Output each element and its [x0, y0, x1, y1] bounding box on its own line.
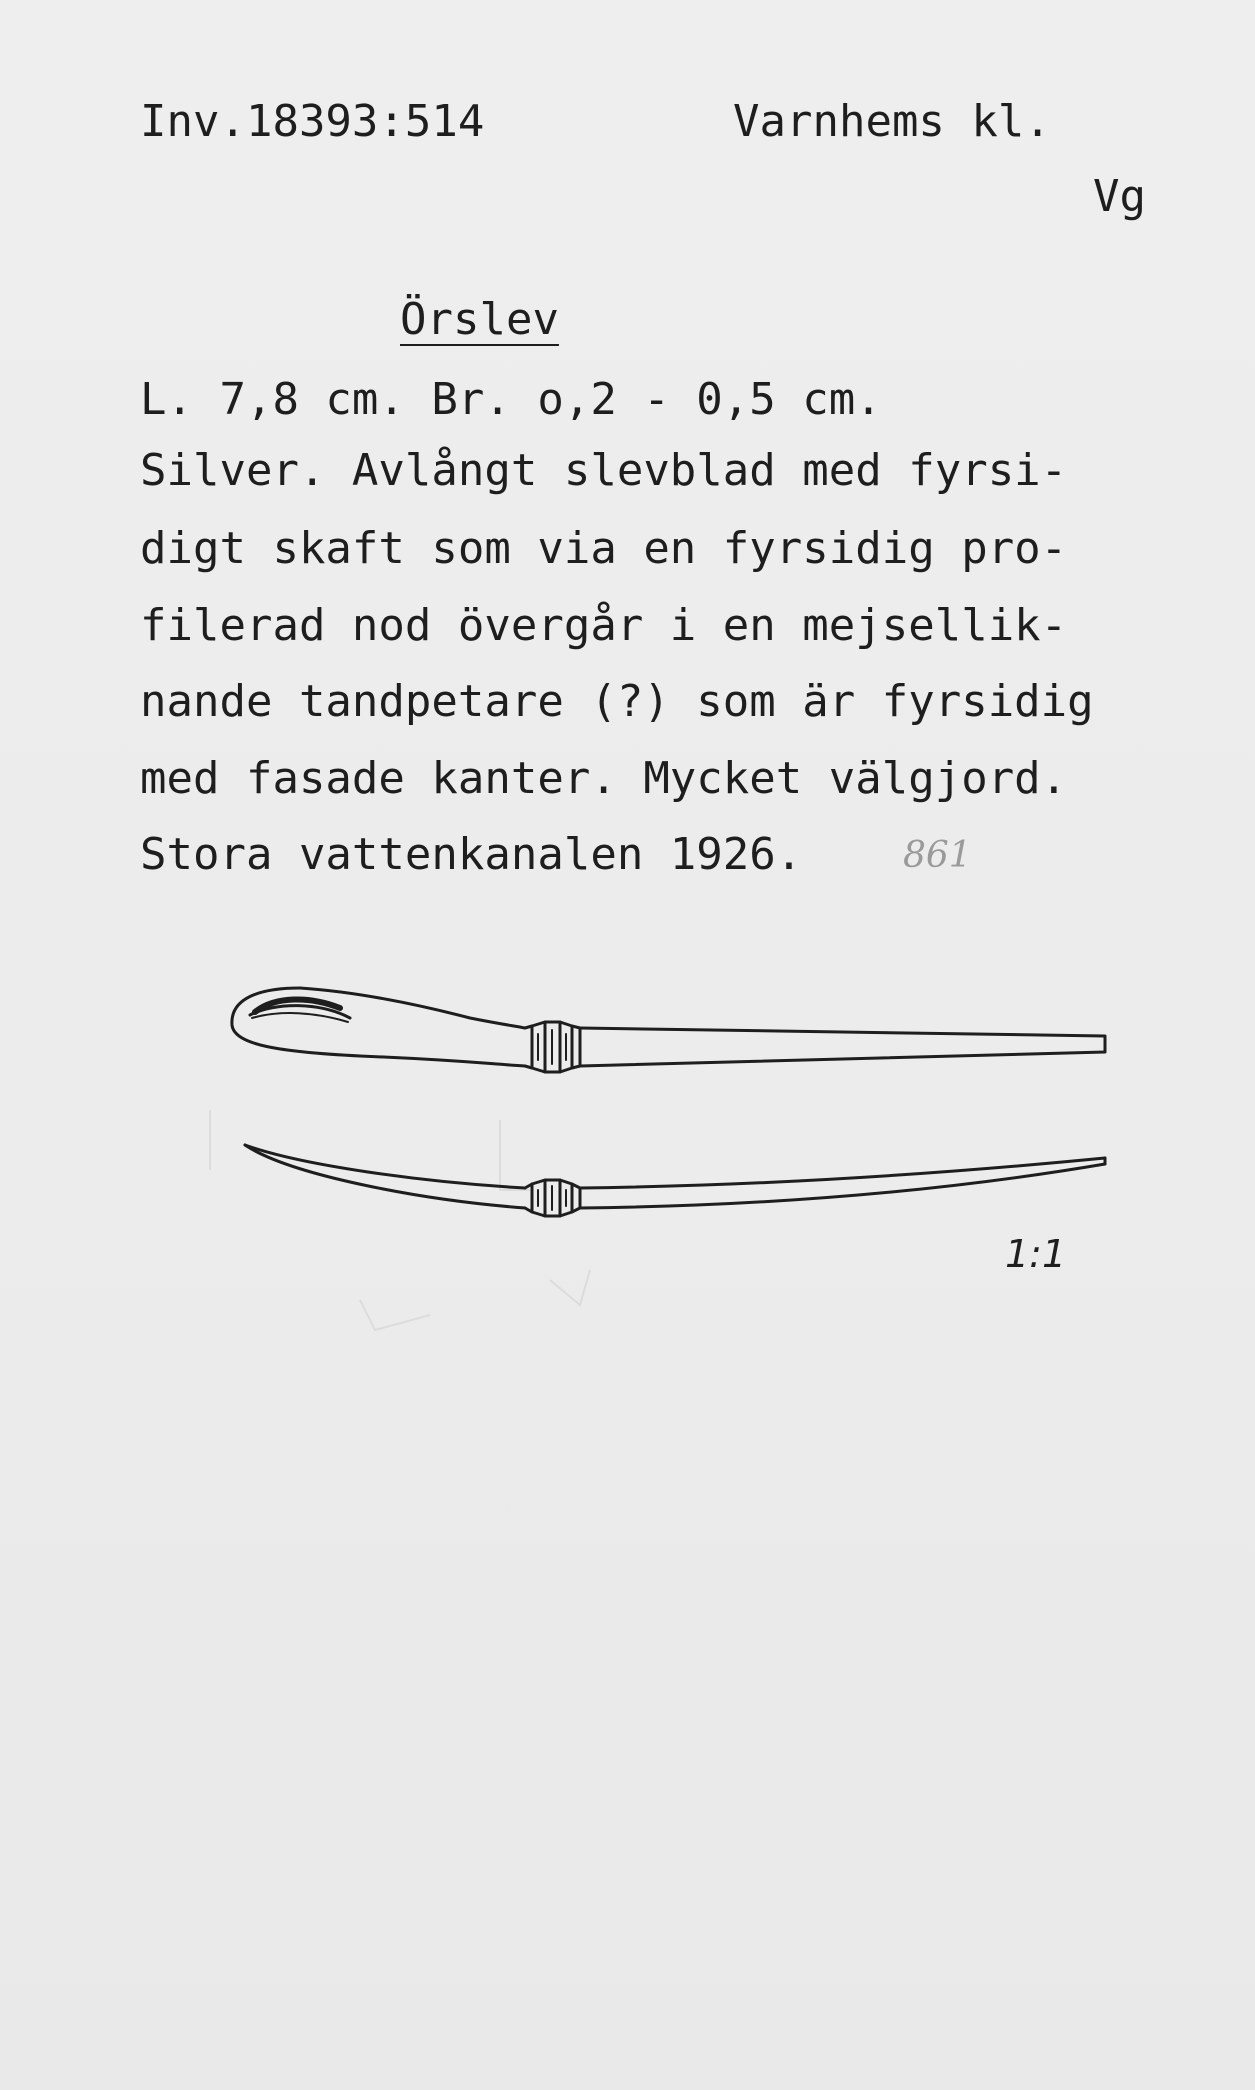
inventory-number: Inv.18393:514	[140, 96, 485, 147]
description-line: filerad nod övergår i en mejsellik-	[140, 600, 1068, 651]
dimensions-line: L. 7,8 cm. Br. o,2 - 0,5 cm.	[140, 374, 882, 425]
spoon-top-view	[232, 988, 1105, 1072]
find-place: Varnhems kl.	[733, 96, 1051, 147]
description-line: nande tandpetare (?) som är fyrsidig	[140, 676, 1094, 727]
spoon-side-view	[245, 1145, 1105, 1216]
description-line: med fasade kanter. Mycket välgjord.	[140, 753, 1068, 804]
description-line: Silver. Avlångt slevblad med fyrsi-	[140, 445, 1068, 496]
object-drawing	[220, 960, 1120, 1240]
description-line: Stora vattenkanalen 1926.	[140, 829, 803, 880]
penciled-number: 861	[903, 835, 972, 876]
object-name: Örslev	[400, 294, 559, 345]
scale-note: 1:1	[1005, 1232, 1067, 1276]
province-code: Vg	[1093, 171, 1146, 222]
description-line: digt skaft som via en fyrsidig pro-	[140, 523, 1068, 574]
